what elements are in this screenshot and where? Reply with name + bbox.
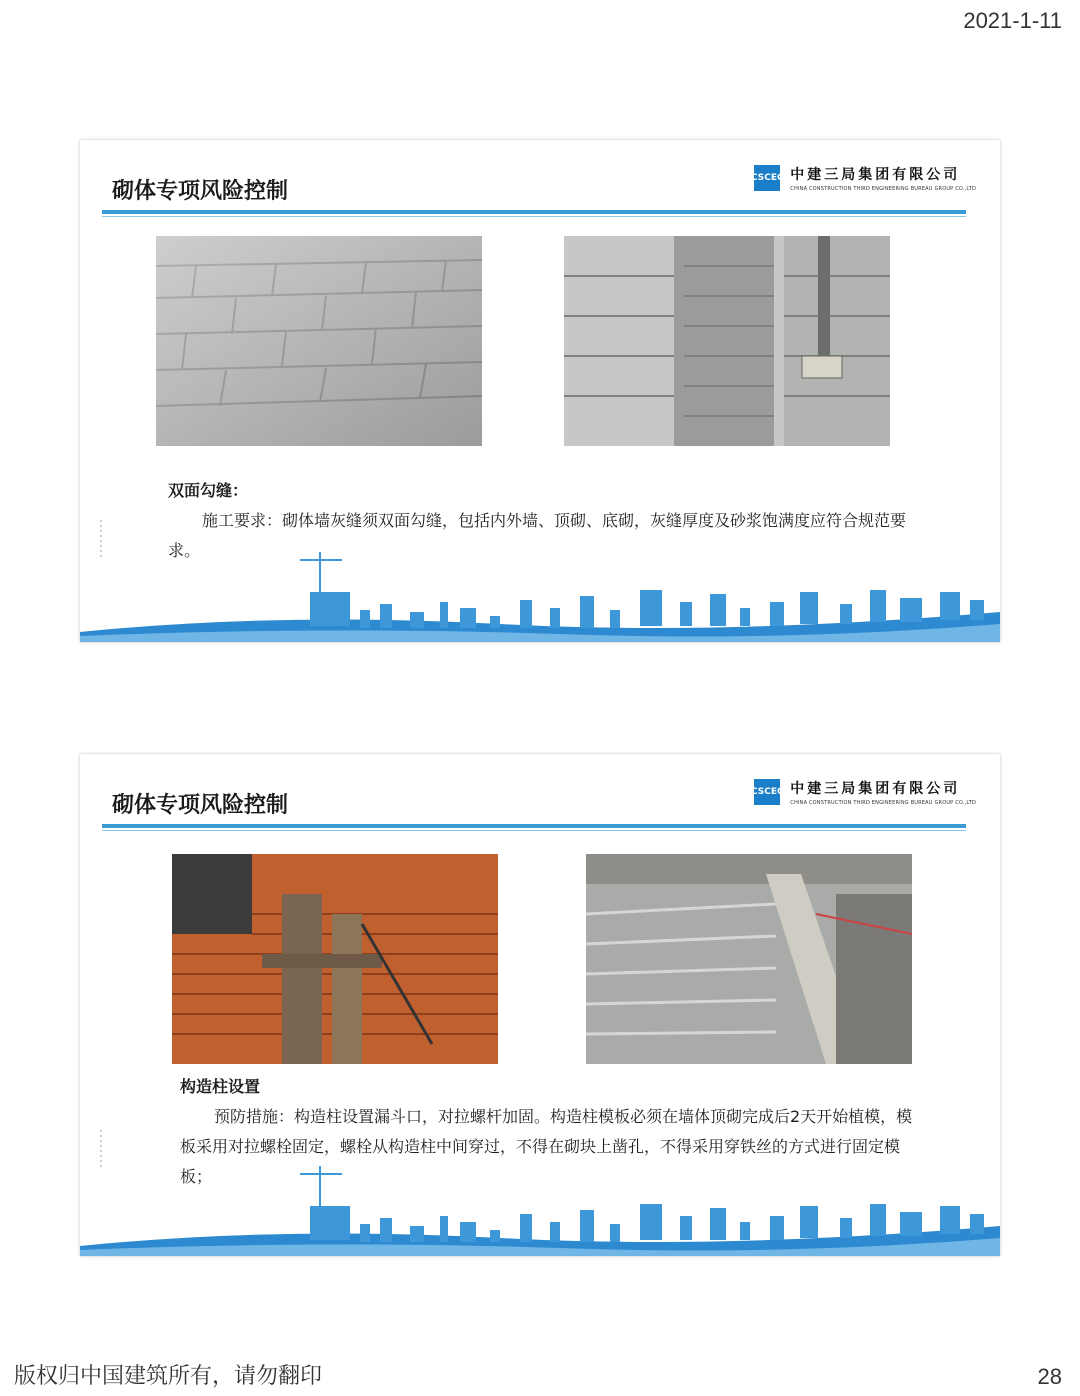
page-side-mark [100,520,102,560]
slide-title: 砌体专项风险控制 [112,179,289,204]
section-heading: 构造柱设置 [180,1077,261,1096]
company-name-en: CHINA CONSTRUCTION THIRD ENGINEERING BUREAU GROUP CO.,LTD [790,186,976,192]
page-date: 2021-1-11 [963,8,1062,33]
slide-title: 砌体专项风险控制 [112,793,289,818]
section-paragraph: 预防措施：构造柱设置漏斗口，对拉螺杆加固。构造柱模板必须在墙体顶砌完成后2天开始植模，模板采用对拉螺栓固定，螺栓从构造柱中间穿过，不得在砌块上凿孔，不得采用穿铁丝的方式进行固定模板； [180,1107,913,1186]
page-number: 28 [1037,1364,1062,1389]
company-name-en: CHINA CONSTRUCTION THIRD ENGINEERING BUREAU GROUP CO.,LTD [790,800,976,806]
section-heading: 双面勾缝： [168,481,249,500]
city-skyline-decoration [80,1166,1000,1256]
slide-1 [80,140,1000,642]
company-name-cn: 中建三局集团有限公司 [790,167,961,183]
masonry-wall-joints-photo [156,236,482,446]
title-divider [102,210,966,214]
brick-wall-corner-photo [564,236,890,446]
block-wall-column-photo [586,854,912,1064]
structural-column-formwork-photo [172,854,498,1064]
title-divider [102,824,966,828]
company-logo [750,778,976,806]
city-skyline-decoration [80,552,1000,642]
cscec-logo-icon: CSCEC [754,165,780,191]
section-paragraph: 施工要求：砌体墙灰缝须双面勾缝，包括内外墙、顶砌、底砌，灰缝厚度及砂浆饱满度应符合规范要求。 [168,511,907,560]
cscec-logo-icon: CSCEC [754,779,780,805]
copyright-footer: 版权归中国建筑所有，请勿翻印 [14,1364,323,1389]
slide-2 [80,754,1000,1256]
page-side-mark [100,1130,102,1170]
company-logo [750,164,976,192]
company-name-cn: 中建三局集团有限公司 [790,781,961,797]
